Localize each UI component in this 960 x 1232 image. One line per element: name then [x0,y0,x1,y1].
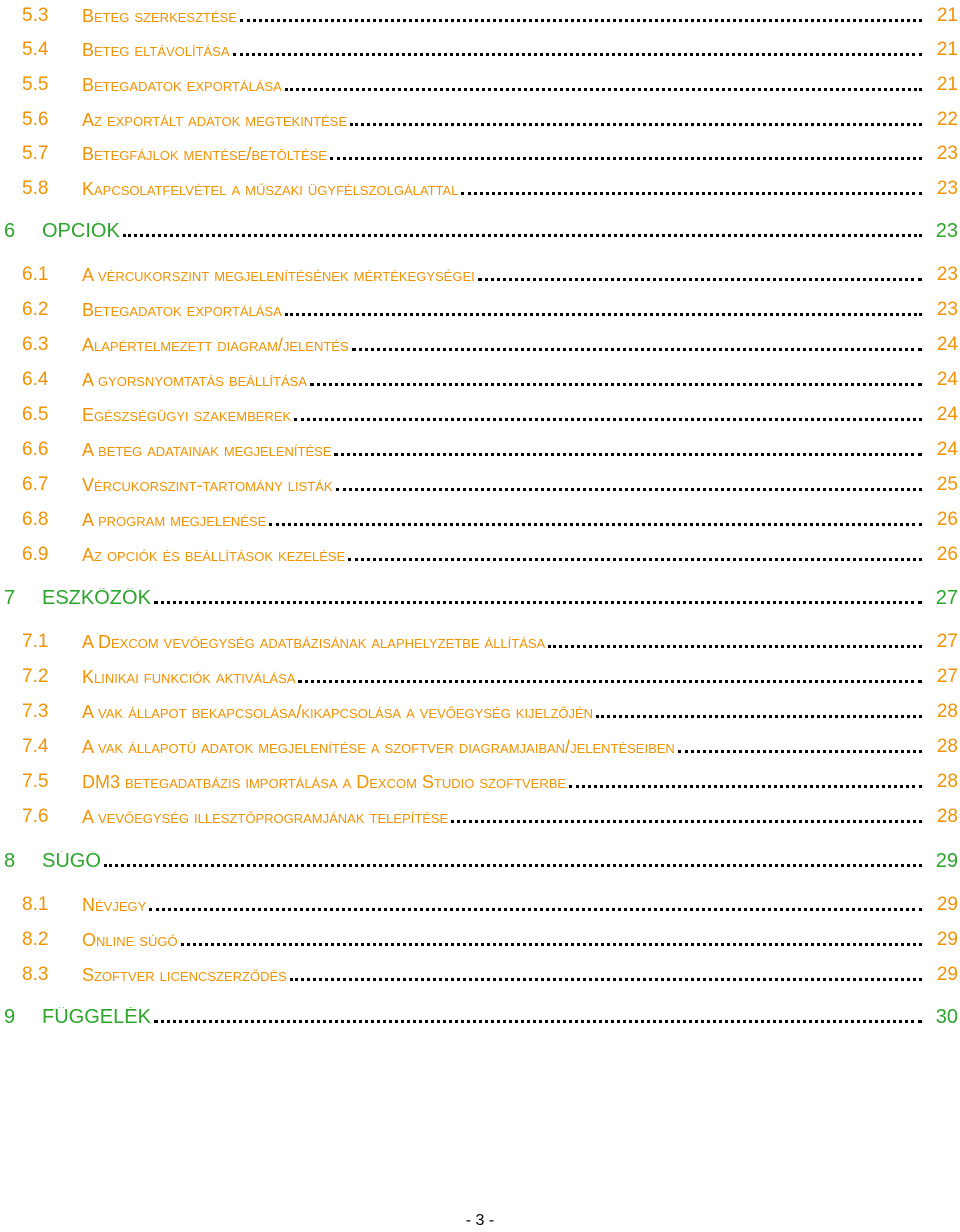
toc-entry-title: A beteg adatainak megjelenítése [82,440,332,460]
toc-entry-page: 23 [936,299,958,320]
toc-entry-page: 23 [936,264,958,285]
toc-entry-page: 27 [936,666,958,687]
toc-entry[interactable] [0,696,960,726]
toc-entry-page: 27 [936,631,958,652]
toc-entry-title: A vak állapot bekapcsolása/kikapcsolása a vevőegység kijelzőjén [82,702,594,722]
toc-entry[interactable] [0,1001,960,1031]
dot-leader [348,557,922,561]
toc-entry-title-line [82,75,924,95]
toc-entry-title-line [42,1007,924,1027]
toc-entry-page: 29 [936,929,958,950]
toc-entry[interactable] [0,259,960,289]
toc-entry-title: FÜGGELÉK [42,1007,151,1027]
toc-entry-page: 29 [936,894,958,915]
toc-entry-title: Az exportált adatok megtekintése [82,110,348,130]
toc-entry-title-line [82,702,924,722]
toc-entry-number: 5.5 [22,74,49,95]
toc-entry-title-line [82,632,924,652]
toc-entry-page: 26 [936,544,958,565]
toc-entry-title: Betegadatok exportálása [82,75,282,95]
toc-entry[interactable] [0,959,960,989]
toc-entry[interactable] [0,626,960,656]
toc-entry[interactable] [0,434,960,464]
toc-entry-page: 21 [936,5,958,26]
dot-leader [330,156,922,160]
toc-entry-title: Klinikai funkciók aktiválása [82,667,296,687]
toc-entry-number: 6.9 [22,544,49,565]
toc-entry-number: 6.8 [22,509,49,530]
toc-entry-title: ESZKÖZÖK [42,588,151,608]
toc-entry-title-line [82,144,924,164]
toc-entry-page: 29 [935,850,958,872]
toc-entry-title: Egészségügyi szakemberek [82,405,292,425]
toc-entry-number: 6 [4,220,16,242]
toc-entry-number: 5.6 [22,109,49,130]
toc-entry-title: Alapértelmezett diagram/jelentés [82,335,349,355]
toc-entry-title-line [82,965,924,985]
toc-entry-title: DM3 betegadatbázis importálása a Dexcom Studio szoftverbe [82,772,567,792]
toc-entry-number: 9 [4,1006,16,1028]
toc-entry-number: 7 [4,587,16,609]
dot-leader [285,312,922,316]
toc-entry-title: Kapcsolatfelvétel a műszaki ügyfélszolgálattal [82,179,459,199]
toc-entry-title: Betegfájlok mentése/betöltése [82,144,327,164]
toc-entry[interactable] [0,69,960,99]
dot-leader [240,18,922,22]
dot-leader [451,819,922,823]
dot-leader [233,52,922,56]
toc-entry-title-line [82,110,924,130]
toc-entry-page: 28 [936,736,958,757]
dot-leader [336,487,922,491]
toc-entry-title-line [82,772,924,792]
toc-entry[interactable] [0,539,960,569]
toc-entry-page: 24 [936,369,958,390]
page-number-footer: - 3 - [465,1212,495,1229]
toc-entry-title-line [82,335,924,355]
toc-entry[interactable] [0,469,960,499]
toc-entry-page: 29 [936,964,958,985]
toc-entry-number: 7.3 [22,701,49,722]
toc-entry[interactable] [0,845,960,875]
toc-entry-title-line [42,221,924,241]
toc-entry-number: 6.4 [22,369,49,390]
dot-leader [181,942,922,946]
toc-entry-title-line [82,667,924,687]
toc-entry-title: Szoftver licencszerződés [82,965,287,985]
toc-entry[interactable] [0,364,960,394]
toc-entry-title: Online súgó [82,930,178,950]
dot-leader [269,522,922,526]
dot-leader [298,679,922,683]
toc-entry-page: 24 [936,334,958,355]
toc-entry-title-line [82,440,924,460]
toc-entry-page: 23 [936,143,958,164]
toc-entry-title-line [82,545,924,565]
toc-entry[interactable] [0,104,960,134]
toc-entry[interactable] [0,766,960,796]
toc-entry-title: Az opciók és beállítások kezelése [82,545,346,565]
toc-entry-number: 7.5 [22,771,49,792]
toc-entry[interactable] [0,294,960,324]
dot-leader [310,382,922,386]
toc-entry[interactable] [0,138,960,168]
dot-leader [123,233,922,237]
toc-entry-title: A gyorsnyomtatás beállítása [82,370,307,390]
toc-entry-page: 26 [936,509,958,530]
toc-entry-number: 8 [4,850,16,872]
dot-leader [548,644,922,648]
toc-entry-page: 28 [936,806,958,827]
toc-entry-title-line [82,510,924,530]
toc-entry[interactable] [0,504,960,534]
toc-entry-title-line [82,6,924,26]
toc-entry-page: 30 [935,1006,958,1028]
toc-entry[interactable] [0,924,960,954]
toc-entry-title: Beteg szerkesztése [82,6,237,26]
toc-entry-number: 6.1 [22,264,49,285]
toc-entry-title: A vevőegység illesztőprogramjának telepítése [82,807,449,827]
toc-entry-page: 21 [936,74,958,95]
toc-entry-page: 24 [936,404,958,425]
toc-entry-title: A vércukorszint megjelenítésének mértékegységei [82,265,475,285]
toc-entry-number: 6.2 [22,299,49,320]
toc-entry-title-line [82,475,924,495]
toc-entry-page: 23 [935,220,958,242]
toc-entry-number: 7.1 [22,631,49,652]
toc-entry-number: 8.1 [22,894,49,915]
toc-entry[interactable] [0,731,960,761]
dot-leader [596,714,922,718]
toc-entry-number: 6.3 [22,334,49,355]
toc-entry-title-line [82,895,924,915]
toc-entry[interactable] [0,399,960,429]
toc-entry-title-line [82,930,924,950]
toc-entry-title-line [42,851,924,871]
toc-entry-title-line [82,40,924,60]
dot-leader [350,122,922,126]
dot-leader [154,1019,922,1023]
toc-entry-page: 28 [936,701,958,722]
toc-entry-page: 24 [936,439,958,460]
toc-entry-number: 7.6 [22,806,49,827]
toc-entry[interactable] [0,173,960,203]
dot-leader [334,452,922,456]
toc-entry-number: 8.3 [22,964,49,985]
toc-entry[interactable] [0,34,960,64]
toc-entry-title: Betegadatok exportálása [82,300,282,320]
toc-entry-number: 5.7 [22,143,49,164]
toc-entry-title-line [82,370,924,390]
toc-entry-title: A program megjelenése [82,510,267,530]
toc-entry[interactable] [0,661,960,691]
toc-entry-title-line [42,588,924,608]
toc-entry-page: 27 [935,587,958,609]
toc-entry-title: Névjegy [82,895,147,915]
toc-entry-number: 8.2 [22,929,49,950]
toc-entry-title-line [82,265,924,285]
toc-entry-page: 25 [936,474,958,495]
toc-entry[interactable] [0,889,960,919]
dot-leader [678,749,922,753]
toc-entry-page: 23 [936,178,958,199]
dot-leader [569,784,922,788]
toc-entry-number: 5.8 [22,178,49,199]
toc-entry-page: 21 [936,39,958,60]
toc-entry-number: 7.2 [22,666,49,687]
dot-leader [461,191,922,195]
toc-entry-page: 22 [936,109,958,130]
toc-entry[interactable] [0,801,960,831]
toc-entry-title-line [82,807,924,827]
dot-leader [294,417,922,421]
toc-entry-title: OPCIÓK [42,221,120,241]
dot-leader [290,977,922,981]
toc-entry-number: 6.6 [22,439,49,460]
toc-entry-page: 28 [936,771,958,792]
toc-entry-number: 5.3 [22,5,49,26]
toc-entry-title-line [82,300,924,320]
dot-leader [149,907,922,911]
toc-entry[interactable] [0,215,960,245]
dot-leader [352,347,922,351]
toc-entry-title: SÚGÓ [42,851,101,871]
toc-entry-title-line [82,405,924,425]
dot-leader [154,600,922,604]
toc-entry-title: A Dexcom vevőegység adatbázisának alaphelyzetbe állítása [82,632,546,652]
dot-leader [478,277,922,281]
toc-entry[interactable] [0,329,960,359]
toc-entry-title: Vércukorszint-tartomány listák [82,475,333,495]
toc-entry-number: 7.4 [22,736,49,757]
toc-entry-title: Beteg eltávolítása [82,40,230,60]
toc-entry-title-line [82,179,924,199]
toc-entry-number: 6.5 [22,404,49,425]
dot-leader [104,863,922,867]
dot-leader [285,87,922,91]
toc-entry-number: 6.7 [22,474,49,495]
toc-entry[interactable] [0,582,960,612]
toc-entry-title-line [82,737,924,757]
toc-entry[interactable] [0,0,960,30]
toc-entry-title: A vak állapotú adatok megjelenítése a szoftver diagramjaiban/jelentéseiben [82,737,675,757]
toc-entry-number: 5.4 [22,39,49,60]
